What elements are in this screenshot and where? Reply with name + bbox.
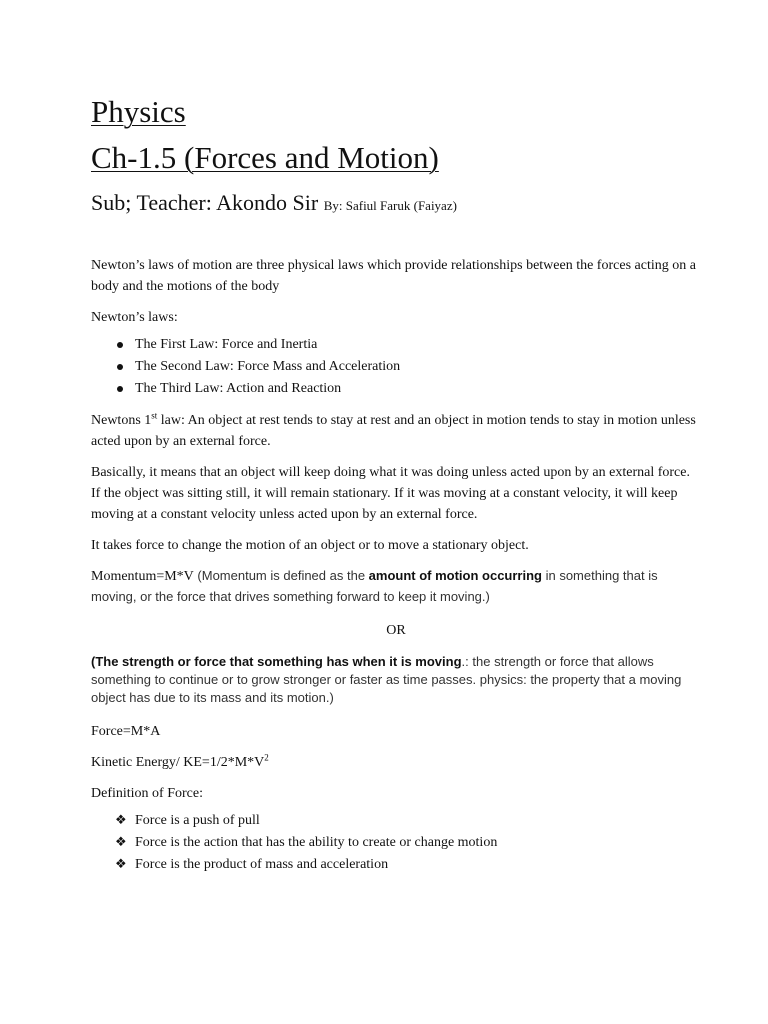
list-item bbox=[91, 356, 701, 378]
law-label: The First Law: Force and Inertia bbox=[135, 337, 318, 352]
strength-rest: .: the strength or force that allows something to continue or to grow stronger or faster as time passes. physics: the property that a moving object has due to its mass and its motion.) bbox=[91, 654, 682, 705]
intro-paragraph: Newton’s laws of motion are three physical laws which provide relationships between the forces acting on a body and the motions of the body bbox=[91, 258, 696, 294]
list-item bbox=[91, 832, 701, 854]
ke-formula-sup: 2 bbox=[264, 752, 269, 763]
ke-formula bbox=[91, 752, 701, 773]
diamond-bullet-icon: ❖ bbox=[115, 813, 127, 828]
diamond-bullet-icon: ❖ bbox=[115, 835, 127, 850]
bullet-icon bbox=[117, 342, 123, 348]
list-item bbox=[91, 810, 701, 832]
definition-heading: Definition of Force: bbox=[91, 786, 203, 801]
page-title: Physics bbox=[91, 94, 186, 129]
basically-paragraph: Basically, it means that an object will keep doing what it was doing unless acted upon by an external force. If the object was sitting still, it will remain stationary. If it was moving at a constant velocity, it will keep moving at a constant velocity unless acted upon by an external force. bbox=[91, 465, 690, 522]
document-page bbox=[91, 92, 701, 876]
definition-label: Force is the action that has the ability to create or change motion bbox=[135, 835, 498, 850]
definition-label: Force is a push of pull bbox=[135, 813, 260, 828]
first-law-prefix: Newtons 1 bbox=[91, 413, 152, 428]
laws-heading: Newton’s laws: bbox=[91, 310, 178, 325]
definitions-list bbox=[91, 810, 701, 876]
first-law-text: law: An object at rest tends to stay at rest and an object in motion tends to stay in motion unless acted upon by an external force. bbox=[91, 413, 696, 449]
subject-teacher: Sub; Teacher: Akondo Sir bbox=[91, 190, 319, 215]
strength-definition bbox=[91, 653, 701, 707]
law-label: The Third Law: Action and Reaction bbox=[135, 381, 342, 396]
takes-force-paragraph: It takes force to change the motion of an object or to move a stationary object. bbox=[91, 538, 529, 553]
author-byline: By: Safiul Faruk (Faiyaz) bbox=[323, 198, 457, 213]
bullet-icon bbox=[117, 364, 123, 370]
momentum-paragraph bbox=[91, 566, 701, 608]
momentum-formula: Momentum=M*V bbox=[91, 569, 194, 584]
momentum-note-suffix: in something that is moving, or the force that drives something forward to keep it moving.) bbox=[91, 568, 658, 604]
laws-list bbox=[91, 334, 701, 400]
list-item bbox=[91, 378, 701, 400]
list-item bbox=[91, 854, 701, 876]
definition-label: Force is the product of mass and acceleration bbox=[135, 857, 389, 872]
momentum-note-bold: amount of motion occurring bbox=[368, 568, 542, 583]
diamond-bullet-icon: ❖ bbox=[115, 857, 127, 872]
list-item bbox=[91, 334, 701, 356]
law-label: The Second Law: Force Mass and Acceleration bbox=[135, 359, 401, 374]
bullet-icon bbox=[117, 386, 123, 392]
first-law-sup: st bbox=[151, 410, 158, 421]
or-divider: OR bbox=[386, 623, 406, 638]
strength-bold: (The strength or force that something has when it is moving bbox=[91, 654, 462, 669]
chapter-title: Ch-1.5 (Forces and Motion) bbox=[91, 140, 439, 175]
first-law-paragraph bbox=[91, 410, 701, 452]
subject-line bbox=[91, 188, 701, 221]
ke-formula-text: Kinetic Energy/ KE=1/2*M*V bbox=[91, 755, 265, 770]
force-formula: Force=M*A bbox=[91, 724, 161, 739]
momentum-note-prefix: (Momentum is defined as the bbox=[193, 568, 369, 583]
